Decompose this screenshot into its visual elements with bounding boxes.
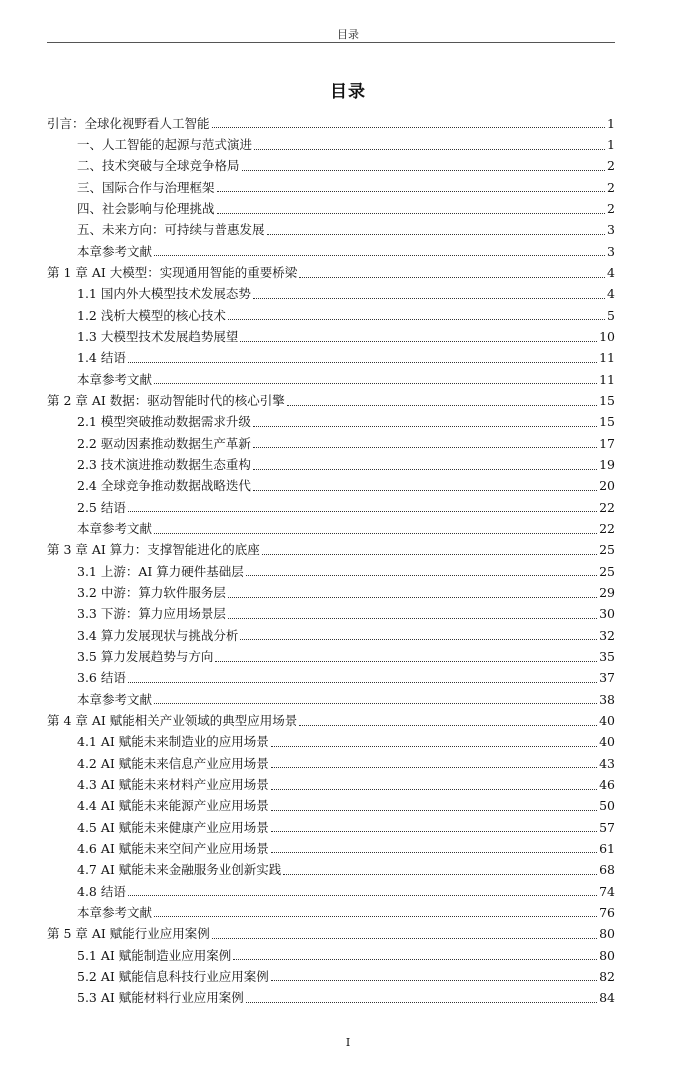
dot-leader: [240, 639, 597, 640]
toc-entry-page: 35: [599, 649, 615, 665]
toc-entry-page: 17: [599, 435, 615, 451]
toc-entry-label: 4.6 AI 赋能未来空间产业应用场景: [77, 840, 269, 856]
toc-entry-label: 3.4 算力发展现状与挑战分析: [77, 627, 239, 643]
toc-entry-page: 40: [599, 713, 615, 729]
toc-chapter-entry[interactable]: [47, 109, 615, 130]
toc-entry-label: 本章参考文献: [77, 243, 153, 259]
toc-entry-label: 4.2 AI 赋能未来信息产业应用场景: [77, 755, 269, 771]
dot-leader: [271, 852, 597, 853]
dot-leader: [128, 682, 597, 683]
toc-entry-label: 本章参考文献: [77, 521, 153, 537]
dot-leader: [271, 831, 597, 832]
toc-entry-page: 2: [607, 158, 615, 174]
toc-entry-label: 五、未来方向：可持续与普惠发展: [77, 222, 265, 238]
toc-section-entry[interactable]: [47, 578, 615, 599]
dot-leader: [128, 895, 597, 896]
toc-section-entry[interactable]: [47, 792, 615, 813]
toc-section-entry[interactable]: [47, 450, 615, 471]
toc-section-entry[interactable]: [47, 770, 615, 791]
toc-section-entry[interactable]: [47, 344, 615, 365]
toc-chapter-entry[interactable]: [47, 706, 615, 727]
toc-chapter-entry[interactable]: [47, 258, 615, 279]
toc-section-entry[interactable]: [47, 365, 615, 386]
dot-leader: [212, 938, 597, 939]
dot-leader: [271, 767, 597, 768]
dot-leader: [217, 213, 606, 214]
dot-leader: [128, 511, 597, 512]
toc-entry-page: 15: [599, 393, 615, 409]
toc-entry-label: 2.5 结语: [77, 499, 126, 515]
toc-entry-label: 5.1 AI 赋能制造业应用案例: [77, 947, 232, 963]
toc-section-entry[interactable]: [47, 813, 615, 834]
toc-entry-page: 11: [599, 371, 615, 387]
dot-leader: [215, 661, 597, 662]
dot-leader: [212, 127, 606, 128]
toc-entry-page: 57: [599, 819, 615, 835]
dot-leader: [154, 255, 605, 256]
dot-leader: [246, 575, 597, 576]
toc-entry-label: 1.4 结语: [77, 350, 126, 366]
toc-entry-page: 2: [607, 179, 615, 195]
toc-entry-label: 二、技术突破与全球竞争格局: [77, 158, 240, 174]
toc-section-entry[interactable]: [47, 493, 615, 514]
dot-leader: [299, 277, 605, 278]
toc-chapter-entry[interactable]: [47, 536, 615, 557]
toc-entry-label: 3.1 上游：AI 算力硬件基础层: [77, 563, 244, 579]
toc-entry-page: 11: [599, 350, 615, 366]
toc-entry-label: 2.1 模型突破推动数据需求升级: [77, 414, 251, 430]
toc-entry-label: 2.4 全球竞争推动数据战略迭代: [77, 478, 251, 494]
toc-entry-page: 22: [599, 499, 615, 515]
toc-entry-page: 50: [599, 798, 615, 814]
toc-title: 目录: [330, 82, 366, 102]
toc-entry-label: 5.2 AI 赋能信息科技行业应用案例: [77, 968, 269, 984]
toc-entry-page: 30: [599, 606, 615, 622]
toc-section-entry[interactable]: [47, 280, 615, 301]
page-number: I: [345, 1036, 351, 1049]
toc-section-entry[interactable]: [47, 216, 615, 237]
toc-entry-page: 10: [599, 329, 615, 345]
dot-leader: [154, 916, 597, 917]
toc-section-entry[interactable]: [47, 237, 615, 258]
dot-leader: [128, 362, 597, 363]
toc-section-entry[interactable]: [47, 301, 615, 322]
toc-entry-label: 4.1 AI 赋能未来制造业的应用场景: [77, 734, 269, 750]
dot-leader: [253, 426, 597, 427]
toc-entry-page: 22: [599, 521, 615, 537]
toc-entry-page: 1: [607, 137, 615, 153]
dot-leader: [271, 789, 597, 790]
toc-entry-label: 1.3 大模型技术发展趋势展望: [77, 329, 239, 345]
toc-section-entry[interactable]: [47, 983, 615, 1004]
toc-entry-label: 一、人工智能的起源与范式演进: [77, 137, 253, 153]
toc-section-entry[interactable]: [47, 749, 615, 770]
toc-entry-label: 3.6 结语: [77, 670, 126, 686]
toc-entry-page: 84: [599, 990, 615, 1006]
toc-entry-label: 1.2 浅析大模型的核心技术: [77, 307, 226, 323]
dot-leader: [253, 490, 597, 491]
toc-entry-label: 三、国际合作与治理框架: [77, 179, 215, 195]
dot-leader: [154, 383, 597, 384]
toc-section-entry[interactable]: [47, 855, 615, 876]
toc-entry-page: 20: [599, 478, 615, 494]
dot-leader: [283, 874, 597, 875]
toc-section-entry[interactable]: [47, 472, 615, 493]
running-header: 目录: [337, 28, 359, 41]
toc-section-entry[interactable]: [47, 685, 615, 706]
toc-entry-page: 80: [599, 947, 615, 963]
toc-entry-label: 4.3 AI 赋能未来材料产业应用场景: [77, 777, 269, 792]
toc-entry-page: 43: [599, 755, 615, 771]
toc-chapter-entry[interactable]: [47, 386, 615, 407]
toc-entry-page: 25: [599, 563, 615, 579]
toc-section-entry[interactable]: [47, 173, 615, 194]
toc-entry-label: 4.8 结语: [77, 883, 126, 899]
dot-leader: [240, 341, 597, 342]
toc-entry-page: 2: [607, 201, 615, 217]
toc-section-entry[interactable]: [47, 621, 615, 642]
dot-leader: [228, 618, 597, 619]
dot-leader: [253, 469, 597, 470]
toc-entry-page: 5: [607, 307, 615, 323]
toc-entry-label: 本章参考文献: [77, 904, 153, 920]
toc-entry-label: 4.5 AI 赋能未来健康产业应用场景: [77, 819, 269, 835]
toc-section-entry[interactable]: [47, 728, 615, 749]
dot-leader: [246, 1002, 597, 1003]
toc-entry-label: 2.2 驱动因素推动数据生产革新: [77, 435, 251, 451]
toc-section-entry[interactable]: [47, 429, 615, 450]
dot-leader: [233, 959, 597, 960]
toc-entry-label: 3.2 中游：算力软件服务层: [77, 585, 226, 601]
toc-section-entry[interactable]: [47, 408, 615, 429]
toc-entry-label: 本章参考文献: [77, 371, 153, 387]
dot-leader: [242, 170, 606, 171]
dot-leader: [299, 725, 597, 726]
toc-entry-label: 四、社会影响与伦理挑战: [77, 201, 215, 217]
toc-entry-page: 3: [607, 243, 615, 259]
toc-entry-page: 1: [607, 115, 615, 131]
toc-section-entry[interactable]: [47, 152, 615, 173]
toc-entry-page: 38: [599, 691, 615, 707]
toc-entry-page: 61: [599, 840, 615, 856]
toc-entry-label: 5.3 AI 赋能材料行业应用案例: [77, 990, 244, 1006]
toc-entry-page: 76: [599, 904, 615, 920]
toc-section-entry[interactable]: [47, 130, 615, 151]
toc-entry-label: 第 2 章 AI 数据：驱动智能时代的核心引擎: [47, 393, 285, 409]
dot-leader: [228, 597, 597, 598]
toc-entry-page: 15: [599, 414, 615, 430]
toc-entry-page: 19: [599, 457, 615, 473]
toc-entry-label: 第 5 章 AI 赋能行业应用案例: [47, 926, 210, 942]
toc-entry-page: 25: [599, 542, 615, 558]
dot-leader: [287, 405, 597, 406]
toc-entry-label: 第 3 章 AI 算力：支撑智能进化的底座: [47, 542, 260, 558]
toc-entry-label: 3.3 下游：算力应用场景层: [77, 606, 226, 622]
toc-section-entry[interactable]: [47, 898, 615, 919]
toc-section-entry[interactable]: [47, 877, 615, 898]
table-of-contents: [47, 109, 615, 1005]
toc-section-entry[interactable]: [47, 834, 615, 855]
dot-leader: [253, 447, 597, 448]
toc-section-entry[interactable]: [47, 962, 615, 983]
toc-entry-label: 本章参考文献: [77, 691, 153, 707]
toc-entry-page: 40: [599, 734, 615, 750]
toc-entry-page: 82: [599, 968, 615, 984]
toc-entry-page: 74: [599, 883, 615, 899]
toc-entry-label: 3.5 算力发展趋势与方向: [77, 649, 214, 665]
dot-leader: [154, 533, 597, 534]
toc-section-entry[interactable]: [47, 664, 615, 685]
toc-section-entry[interactable]: [47, 557, 615, 578]
toc-entry-page: 68: [599, 862, 615, 878]
toc-section-entry[interactable]: [47, 322, 615, 343]
toc-entry-page: 3: [607, 222, 615, 238]
toc-chapter-entry[interactable]: [47, 919, 615, 940]
toc-entry-label: 2.3 技术演进推动数据生态重构: [77, 457, 251, 473]
toc-entry-page: 37: [599, 670, 615, 686]
header-rule: [47, 42, 615, 43]
toc-entry-label: 1.1 国内外大模型技术发展态势: [77, 286, 251, 302]
toc-entry-page: 46: [599, 777, 615, 792]
toc-entry-page: 4: [607, 286, 615, 302]
toc-section-entry[interactable]: [47, 514, 615, 535]
toc-entry-page: 29: [599, 585, 615, 601]
dot-leader: [154, 703, 597, 704]
toc-entry-label: 第 4 章 AI 赋能相关产业领域的典型应用场景: [47, 713, 298, 729]
toc-entry-page: 80: [599, 926, 615, 942]
toc-section-entry[interactable]: [47, 941, 615, 962]
dot-leader: [217, 191, 606, 192]
dot-leader: [271, 980, 597, 981]
dot-leader: [262, 554, 597, 555]
toc-section-entry[interactable]: [47, 642, 615, 663]
toc-entry-page: 32: [599, 627, 615, 643]
dot-leader: [253, 298, 605, 299]
dot-leader: [271, 746, 597, 747]
toc-section-entry[interactable]: [47, 194, 615, 215]
dot-leader: [271, 810, 597, 811]
toc-section-entry[interactable]: [47, 600, 615, 621]
toc-entry-label: 第 1 章 AI 大模型：实现通用智能的重要桥梁: [47, 265, 298, 281]
toc-entry-label: 引言：全球化视野看人工智能: [47, 115, 210, 131]
toc-entry-label: 4.7 AI 赋能未来金融服务业创新实践: [77, 862, 282, 878]
dot-leader: [254, 149, 605, 150]
toc-entry-page: 4: [607, 265, 615, 281]
dot-leader: [228, 319, 605, 320]
toc-entry-label: 4.4 AI 赋能未来能源产业应用场景: [77, 798, 269, 814]
dot-leader: [267, 234, 606, 235]
